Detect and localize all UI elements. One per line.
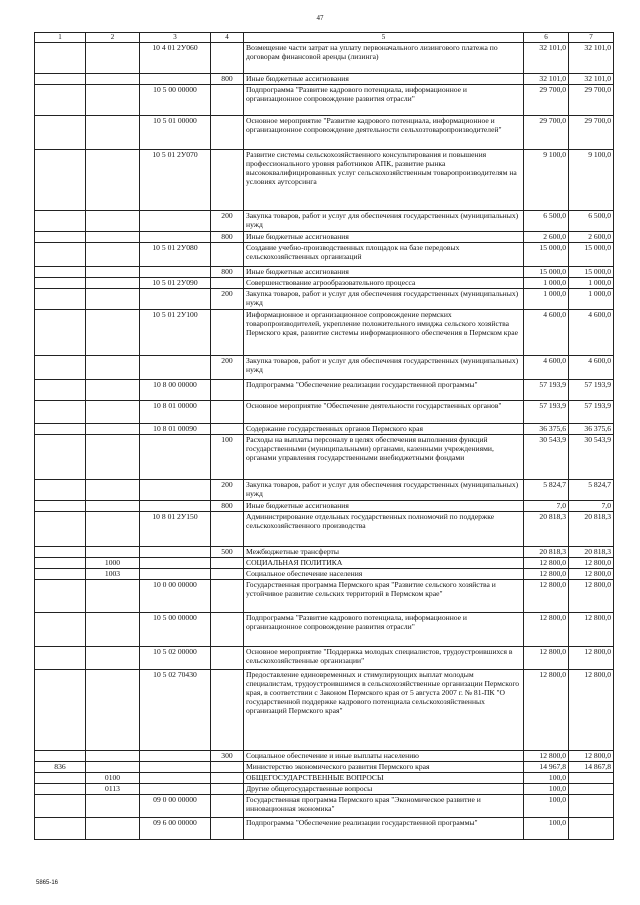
expense-type-cell <box>211 613 244 647</box>
table-row <box>35 784 614 795</box>
description-cell: Подпрограмма "Обеспечение реализации государственной программы" <box>244 380 524 401</box>
amount-2019-cell: 15 000,0 <box>569 243 614 267</box>
amount-2018-cell: 32 101,0 <box>524 74 569 85</box>
target-article-cell: 09 0 00 00000 <box>140 795 211 818</box>
admin-code-cell <box>35 267 86 278</box>
section-code-cell <box>86 480 140 501</box>
amount-2018-cell: 15 000,0 <box>524 243 569 267</box>
table-row <box>35 85 614 116</box>
admin-code-cell <box>35 43 86 74</box>
table-row <box>35 278 614 289</box>
description-cell: Министерство экономического развития Пермского края <box>244 762 524 773</box>
section-code-cell <box>86 512 140 547</box>
description-cell: Межбюджетные трансферты <box>244 547 524 558</box>
expense-type-cell <box>211 424 244 435</box>
expense-type-cell <box>211 580 244 613</box>
description-cell: Подпрограмма "Развитие кадрового потенциала, информационное и организационное сопровождение развития отрасли" <box>244 613 524 647</box>
admin-code-cell: 836 <box>35 762 86 773</box>
expense-type-cell <box>211 310 244 356</box>
section-code-cell <box>86 547 140 558</box>
admin-code-cell <box>35 116 86 150</box>
table-row <box>35 401 614 424</box>
table-row <box>35 501 614 512</box>
section-code-cell <box>86 310 140 356</box>
amount-2019-cell: 12 800,0 <box>569 751 614 762</box>
expense-type-cell: 200 <box>211 211 244 232</box>
description-cell: Государственная программа Пермского края "Развитие сельского хозяйства и устойчивое развитие сельских территорий в Пермском крае" <box>244 580 524 613</box>
target-article-cell <box>140 784 211 795</box>
table-row <box>35 480 614 501</box>
header-cell: 4 <box>211 33 244 43</box>
section-code-cell <box>86 74 140 85</box>
expense-type-cell: 200 <box>211 480 244 501</box>
section-code-cell: 0113 <box>86 784 140 795</box>
target-article-cell <box>140 558 211 569</box>
table-row <box>35 232 614 243</box>
target-article-cell <box>140 547 211 558</box>
admin-code-cell <box>35 784 86 795</box>
table-row <box>35 211 614 232</box>
target-article-cell: 10 0 00 00000 <box>140 580 211 613</box>
description-cell: СОЦИАЛЬНАЯ ПОЛИТИКА <box>244 558 524 569</box>
table-row <box>35 613 614 647</box>
description-cell: Основное мероприятие "Обеспечение деятельности государственных органов" <box>244 401 524 424</box>
expense-type-cell: 800 <box>211 501 244 512</box>
amount-2019-cell: 20 818,3 <box>569 512 614 547</box>
table-row <box>35 267 614 278</box>
amount-2018-cell: 20 818,3 <box>524 547 569 558</box>
admin-code-cell <box>35 580 86 613</box>
section-code-cell <box>86 751 140 762</box>
section-code-cell <box>86 762 140 773</box>
section-code-cell: 1003 <box>86 569 140 580</box>
amount-2018-cell: 57 193,9 <box>524 401 569 424</box>
section-code-cell <box>86 435 140 480</box>
amount-2018-cell: 1 000,0 <box>524 278 569 289</box>
expense-type-cell <box>211 116 244 150</box>
admin-code-cell <box>35 401 86 424</box>
admin-code-cell <box>35 818 86 840</box>
amount-2019-cell: 6 500,0 <box>569 211 614 232</box>
amount-2019-cell: 9 100,0 <box>569 150 614 211</box>
amount-2018-cell: 4 600,0 <box>524 356 569 380</box>
expense-type-cell <box>211 380 244 401</box>
table-row <box>35 773 614 784</box>
description-cell: Предоставление единовременных и стимулирующих выплат молодым специалистам, трудоустроившимся в сельскохозяйственные организации Пермского края, в соответствии с Законом Пермского края от 5 августа 2007 г. № 81-ПК "О государственной поддержке кадрового потенциала сельскохозяйственных организаций Пермского края" <box>244 670 524 751</box>
amount-2018-cell: 4 600,0 <box>524 310 569 356</box>
table-row <box>35 424 614 435</box>
amount-2018-cell: 7,0 <box>524 501 569 512</box>
expense-type-cell <box>211 43 244 74</box>
amount-2018-cell: 14 967,8 <box>524 762 569 773</box>
amount-2019-cell: 12 800,0 <box>569 580 614 613</box>
target-article-cell <box>140 289 211 310</box>
expense-type-cell: 200 <box>211 289 244 310</box>
section-code-cell <box>86 795 140 818</box>
description-cell: ОБЩЕГОСУДАРСТВЕННЫЕ ВОПРОСЫ <box>244 773 524 784</box>
admin-code-cell <box>35 424 86 435</box>
description-cell: Закупка товаров, работ и услуг для обеспечения государственных (муниципальных) нужд <box>244 480 524 501</box>
description-cell: Закупка товаров, работ и услуг для обеспечения государственных (муниципальных) нужд <box>244 211 524 232</box>
amount-2019-cell: 7,0 <box>569 501 614 512</box>
admin-code-cell <box>35 380 86 401</box>
target-article-cell: 10 8 00 00000 <box>140 380 211 401</box>
budget-table <box>34 32 614 840</box>
expense-type-cell <box>211 773 244 784</box>
table-row <box>35 670 614 751</box>
target-article-cell: 10 5 01 2У070 <box>140 150 211 211</box>
header-cell: 1 <box>35 33 86 43</box>
table-row <box>35 751 614 762</box>
target-article-cell <box>140 211 211 232</box>
amount-2019-cell: 12 800,0 <box>569 670 614 751</box>
header-cell: 5 <box>244 33 524 43</box>
target-article-cell <box>140 435 211 480</box>
target-article-cell <box>140 74 211 85</box>
admin-code-cell <box>35 512 86 547</box>
admin-code-cell <box>35 435 86 480</box>
target-article-cell <box>140 232 211 243</box>
section-code-cell <box>86 243 140 267</box>
amount-2019-cell: 12 800,0 <box>569 647 614 670</box>
admin-code-cell <box>35 569 86 580</box>
amount-2018-cell: 36 375,6 <box>524 424 569 435</box>
description-cell: Информационное и организационное сопровождение пермских товаропроизводителей, укрепление положительного имиджа сельского хозяйства Пермского края, развитие системы информационного обеспечения в Пермском крае <box>244 310 524 356</box>
table-row <box>35 289 614 310</box>
amount-2019-cell <box>569 784 614 795</box>
amount-2019-cell <box>569 818 614 840</box>
header-row <box>35 33 614 43</box>
description-cell: Подпрограмма "Развитие кадрового потенциала, информационное и организационное сопровождение развития отрасли" <box>244 85 524 116</box>
header-cell: 2 <box>86 33 140 43</box>
section-code-cell <box>86 424 140 435</box>
admin-code-cell <box>35 278 86 289</box>
admin-code-cell <box>35 289 86 310</box>
section-code-cell <box>86 580 140 613</box>
section-code-cell <box>86 211 140 232</box>
description-cell: Иные бюджетные ассигнования <box>244 501 524 512</box>
amount-2018-cell: 12 800,0 <box>524 670 569 751</box>
description-cell: Основное мероприятие "Поддержка молодых специалистов, трудоустроившихся в сельскохозяйственные организации" <box>244 647 524 670</box>
section-code-cell: 1000 <box>86 558 140 569</box>
table-row <box>35 116 614 150</box>
table-row <box>35 569 614 580</box>
table-row <box>35 310 614 356</box>
amount-2018-cell: 100,0 <box>524 795 569 818</box>
expense-type-cell: 500 <box>211 547 244 558</box>
table-row <box>35 150 614 211</box>
target-article-cell <box>140 762 211 773</box>
target-article-cell: 09 6 00 00000 <box>140 818 211 840</box>
expense-type-cell: 800 <box>211 267 244 278</box>
amount-2018-cell: 5 824,7 <box>524 480 569 501</box>
section-code-cell <box>86 380 140 401</box>
amount-2019-cell: 32 101,0 <box>569 74 614 85</box>
description-cell: Другие общегосударственные вопросы <box>244 784 524 795</box>
expense-type-cell <box>211 762 244 773</box>
section-code-cell <box>86 289 140 310</box>
expense-type-cell <box>211 85 244 116</box>
target-article-cell: 10 8 01 00090 <box>140 424 211 435</box>
target-article-cell: 10 5 02 00000 <box>140 647 211 670</box>
admin-code-cell <box>35 647 86 670</box>
description-cell: Социальное обеспечение населения <box>244 569 524 580</box>
amount-2018-cell: 20 818,3 <box>524 512 569 547</box>
expense-type-cell <box>211 558 244 569</box>
description-cell: Иные бюджетные ассигнования <box>244 267 524 278</box>
expense-type-cell <box>211 784 244 795</box>
amount-2018-cell: 9 100,0 <box>524 150 569 211</box>
amount-2019-cell: 30 543,9 <box>569 435 614 480</box>
header-cell: 7 <box>569 33 614 43</box>
target-article-cell: 10 5 01 2У090 <box>140 278 211 289</box>
target-article-cell <box>140 569 211 580</box>
table-row <box>35 356 614 380</box>
expense-type-cell <box>211 278 244 289</box>
page-number: 47 <box>316 14 324 22</box>
section-code-cell <box>86 401 140 424</box>
amount-2019-cell: 57 193,9 <box>569 380 614 401</box>
table-row <box>35 547 614 558</box>
expense-type-cell <box>211 670 244 751</box>
expense-type-cell <box>211 818 244 840</box>
target-article-cell: 10 5 01 00000 <box>140 116 211 150</box>
description-cell: Подпрограмма "Обеспечение реализации государственной программы" <box>244 818 524 840</box>
expense-type-cell <box>211 243 244 267</box>
target-article-cell: 10 5 00 00000 <box>140 613 211 647</box>
admin-code-cell <box>35 751 86 762</box>
header-cell: 3 <box>140 33 211 43</box>
table-row <box>35 512 614 547</box>
amount-2019-cell: 4 600,0 <box>569 310 614 356</box>
amount-2019-cell <box>569 795 614 818</box>
description-cell: Закупка товаров, работ и услуг для обеспечения государственных (муниципальных) нужд <box>244 289 524 310</box>
section-code-cell <box>86 150 140 211</box>
section-code-cell <box>86 613 140 647</box>
expense-type-cell <box>211 512 244 547</box>
amount-2019-cell <box>569 773 614 784</box>
amount-2018-cell: 15 000,0 <box>524 267 569 278</box>
amount-2018-cell: 100,0 <box>524 818 569 840</box>
section-code-cell <box>86 647 140 670</box>
amount-2018-cell: 30 543,9 <box>524 435 569 480</box>
amount-2019-cell: 12 800,0 <box>569 569 614 580</box>
admin-code-cell <box>35 150 86 211</box>
admin-code-cell <box>35 85 86 116</box>
amount-2019-cell: 57 193,9 <box>569 401 614 424</box>
admin-code-cell <box>35 547 86 558</box>
amount-2018-cell: 12 800,0 <box>524 569 569 580</box>
amount-2018-cell: 32 101,0 <box>524 43 569 74</box>
section-code-cell <box>86 278 140 289</box>
amount-2019-cell: 29 700,0 <box>569 116 614 150</box>
expense-type-cell <box>211 150 244 211</box>
amount-2019-cell: 12 800,0 <box>569 558 614 569</box>
expense-type-cell <box>211 647 244 670</box>
description-cell: Возмещение части затрат на уплату первоначального лизингового платежа по договорам финансовой аренды (лизинга) <box>244 43 524 74</box>
admin-code-cell <box>35 558 86 569</box>
admin-code-cell <box>35 74 86 85</box>
description-cell: Совершенствование агрообразовательного процесса <box>244 278 524 289</box>
amount-2019-cell: 4 600,0 <box>569 356 614 380</box>
description-cell: Создание учебно-производственных площадок на базе передовых сельскохозяйственных организаций <box>244 243 524 267</box>
description-cell: Иные бюджетные ассигнования <box>244 232 524 243</box>
expense-type-cell <box>211 569 244 580</box>
section-code-cell <box>86 267 140 278</box>
amount-2018-cell: 12 800,0 <box>524 558 569 569</box>
description-cell: Иные бюджетные ассигнования <box>244 74 524 85</box>
table-row <box>35 43 614 74</box>
target-article-cell <box>140 501 211 512</box>
admin-code-cell <box>35 211 86 232</box>
footer-code: 5865-16 <box>36 880 59 886</box>
description-cell: Закупка товаров, работ и услуг для обеспечения государственных (муниципальных) нужд <box>244 356 524 380</box>
section-code-cell <box>86 501 140 512</box>
expense-type-cell <box>211 401 244 424</box>
expense-type-cell: 100 <box>211 435 244 480</box>
table-row <box>35 647 614 670</box>
table-row <box>35 795 614 818</box>
target-article-cell: 10 5 02 70430 <box>140 670 211 751</box>
admin-code-cell <box>35 232 86 243</box>
description-cell: Развитие системы сельскохозяйственного консультирования и повышения профессионального уровня работников АПК, развитие рынка высококвалифицированных услуг сельскохозяйственным товаропроизводителям на условиях аутсорсинга <box>244 150 524 211</box>
target-article-cell: 10 5 01 2У080 <box>140 243 211 267</box>
table-row <box>35 74 614 85</box>
description-cell: Содержание государственных органов Пермского края <box>244 424 524 435</box>
amount-2019-cell: 20 818,3 <box>569 547 614 558</box>
admin-code-cell <box>35 356 86 380</box>
expense-type-cell: 200 <box>211 356 244 380</box>
description-cell: Государственная программа Пермского края "Экономическое развитие и инновационная экономика" <box>244 795 524 818</box>
amount-2018-cell: 12 800,0 <box>524 751 569 762</box>
amount-2019-cell: 1 000,0 <box>569 278 614 289</box>
amount-2019-cell: 12 800,0 <box>569 613 614 647</box>
target-article-cell: 10 4 01 2У060 <box>140 43 211 74</box>
section-code-cell <box>86 43 140 74</box>
target-article-cell <box>140 773 211 784</box>
target-article-cell <box>140 267 211 278</box>
amount-2018-cell: 100,0 <box>524 784 569 795</box>
admin-code-cell <box>35 501 86 512</box>
amount-2019-cell: 14 867,8 <box>569 762 614 773</box>
amount-2018-cell: 29 700,0 <box>524 116 569 150</box>
table-row <box>35 243 614 267</box>
admin-code-cell <box>35 310 86 356</box>
amount-2018-cell: 6 500,0 <box>524 211 569 232</box>
amount-2019-cell: 1 000,0 <box>569 289 614 310</box>
table-row <box>35 762 614 773</box>
expense-type-cell: 300 <box>211 751 244 762</box>
target-article-cell: 10 8 01 00000 <box>140 401 211 424</box>
description-cell: Основное мероприятие "Развитие кадрового потенциала, информационное и организационное сопровождение деятельности сельхозтоваропроизводителей" <box>244 116 524 150</box>
amount-2019-cell: 15 000,0 <box>569 267 614 278</box>
admin-code-cell <box>35 480 86 501</box>
description-cell: Социальное обеспечение и иные выплаты населению <box>244 751 524 762</box>
section-code-cell <box>86 116 140 150</box>
amount-2019-cell: 5 824,7 <box>569 480 614 501</box>
header-cell: 6 <box>524 33 569 43</box>
section-code-cell <box>86 232 140 243</box>
table-row <box>35 558 614 569</box>
admin-code-cell <box>35 773 86 784</box>
description-cell: Администрирование отдельных государственных полномочий по поддержке сельскохозяйственного производства <box>244 512 524 547</box>
target-article-cell: 10 8 01 2У150 <box>140 512 211 547</box>
expense-type-cell: 800 <box>211 232 244 243</box>
target-article-cell: 10 5 00 00000 <box>140 85 211 116</box>
amount-2019-cell: 36 375,6 <box>569 424 614 435</box>
target-article-cell <box>140 356 211 380</box>
admin-code-cell <box>35 243 86 267</box>
amount-2018-cell: 100,0 <box>524 773 569 784</box>
amount-2018-cell: 12 800,0 <box>524 647 569 670</box>
admin-code-cell <box>35 613 86 647</box>
section-code-cell <box>86 356 140 380</box>
amount-2018-cell: 12 800,0 <box>524 580 569 613</box>
table-row <box>35 580 614 613</box>
amount-2018-cell: 57 193,9 <box>524 380 569 401</box>
admin-code-cell <box>35 670 86 751</box>
target-article-cell <box>140 751 211 762</box>
admin-code-cell <box>35 795 86 818</box>
target-article-cell: 10 5 01 2У100 <box>140 310 211 356</box>
table-row <box>35 818 614 840</box>
expense-type-cell <box>211 795 244 818</box>
amount-2018-cell: 12 800,0 <box>524 613 569 647</box>
amount-2019-cell: 32 101,0 <box>569 43 614 74</box>
expense-type-cell: 800 <box>211 74 244 85</box>
target-article-cell <box>140 480 211 501</box>
description-cell: Расходы на выплаты персоналу в целях обеспечения выполнения функций государственными (муниципальными) органами, казенными учреждениями, органами управления государственными внебюджетными фондами <box>244 435 524 480</box>
table-row <box>35 380 614 401</box>
section-code-cell <box>86 670 140 751</box>
section-code-cell <box>86 818 140 840</box>
amount-2018-cell: 1 000,0 <box>524 289 569 310</box>
amount-2019-cell: 29 700,0 <box>569 85 614 116</box>
amount-2019-cell: 2 600,0 <box>569 232 614 243</box>
table-row <box>35 435 614 480</box>
amount-2018-cell: 2 600,0 <box>524 232 569 243</box>
amount-2018-cell: 29 700,0 <box>524 85 569 116</box>
section-code-cell <box>86 85 140 116</box>
section-code-cell: 0100 <box>86 773 140 784</box>
